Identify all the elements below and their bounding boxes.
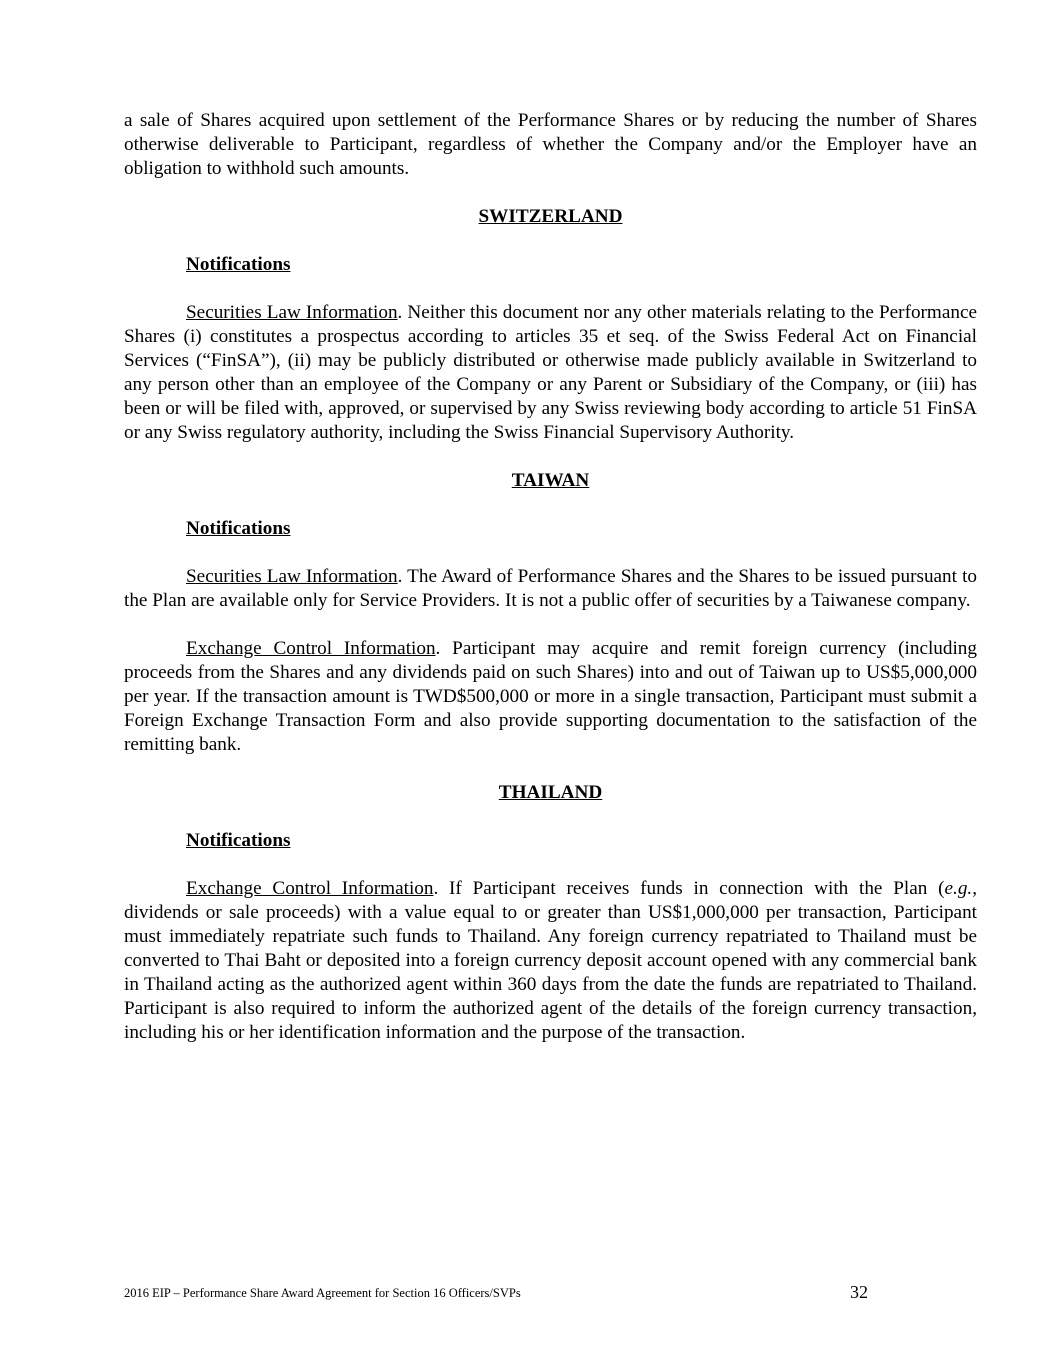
subheading-notifications-thailand: Notifications xyxy=(186,830,291,851)
paragraph-italic: e.g. xyxy=(944,878,973,899)
paragraph-taiwan-exchange xyxy=(124,637,977,757)
paragraph-thailand-exchange xyxy=(124,877,977,1045)
paragraph-text: , dividends or sale proceeds) with a value equal to or greater than US$1,000,000 per transaction, Participant must immediately repatriate such funds to Thailand. Any foreign currency repatriated to Thailand must be converted to Thai Baht or deposited into a foreign currency deposit account opened with any commercial bank in Thailand acting as the authorized agent within 360 days from the date the funds are repatriated to Thailand. Participant is also required to inform the authorized agent of the details of the foreign currency transaction, including his or her identification information and the purpose of the transaction. xyxy=(124,878,978,1043)
paragraph-text: . The Award of Performance Shares and the Shares to be issued pursuant to the Plan are available only for Service Providers. It is not a public offer of securities by a Taiwanese company. xyxy=(124,566,978,611)
paragraph-text: . Neither this document nor any other materials relating to the Performance Shares (i) constitutes a prospectus according to articles 35 et seq. of the Swiss Federal Act on Financial Services (“FinSA”), (ii) may be publicly distributed or otherwise made publicly available in Switzerland to any person other than an employee of the Company or any Parent or Subsidiary of the Company, or (iii) has been or will be filed with, approved, or supervised by any Swiss reviewing body according to article 51 FinSA or any Swiss regulatory authority, including the Swiss Financial Supervisory Authority. xyxy=(124,302,978,443)
paragraph-lead: Securities Law Information xyxy=(186,302,398,323)
paragraph-switzerland-securities xyxy=(124,301,977,445)
subheading-notifications-switzerland: Notifications xyxy=(186,254,291,275)
paragraph-text: . Participant may acquire and remit foreign currency (including proceeds from the Shares and any dividends paid on such Shares) into and out of Taiwan up to US$5,000,000 per year. If the transaction amount is TWD$500,000 or more in a single transaction, Participant must submit a Foreign Exchange Transaction Form and also provide supporting documentation to the satisfaction of the remitting bank. xyxy=(124,638,977,755)
document-body xyxy=(124,109,977,1045)
paragraph-text-before-italic: . If Participant receives funds in connection with the Plan ( xyxy=(433,878,945,899)
intro-paragraph: a sale of Shares acquired upon settlement of the Performance Shares or by reducing the number of Shares otherwise deliverable to Participant, regardless of whether the Company and/or the Employer have an obligation to withhold such amounts. xyxy=(124,110,977,179)
paragraph-lead: Exchange Control Information xyxy=(186,638,436,659)
paragraph-lead: Exchange Control Information xyxy=(186,878,434,899)
section-heading-taiwan: TAIWAN xyxy=(511,470,590,491)
footer-text: 2016 EIP – Performance Share Award Agreement for Section 16 Officers/SVPs xyxy=(124,1286,521,1300)
paragraph-taiwan-securities xyxy=(124,565,977,613)
subheading-notifications-taiwan: Notifications xyxy=(186,518,291,539)
section-heading-thailand: THAILAND xyxy=(498,782,603,803)
page-number: 32 xyxy=(850,1282,868,1302)
paragraph-lead: Securities Law Information xyxy=(186,566,398,587)
section-heading-switzerland: SWITZERLAND xyxy=(478,206,623,227)
